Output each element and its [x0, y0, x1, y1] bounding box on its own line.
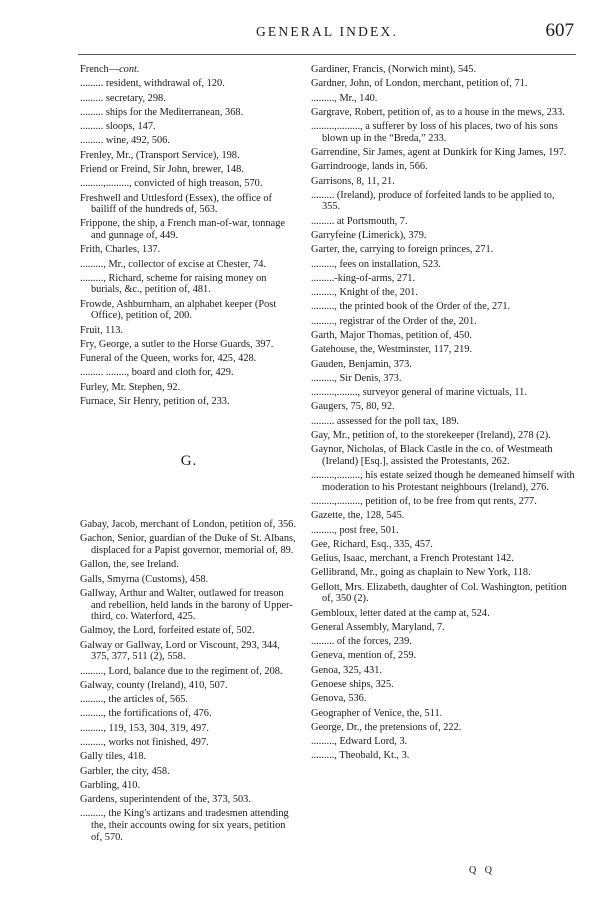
index-entry: Galway or Gallway, Lord or Viscount, 293, 344, 375, 377, 511 (2), 558.: [80, 639, 280, 663]
index-entry: Gellott, Mrs. Elizabeth, daughter of Col. Washington, petition of, 350 (2).: [311, 581, 567, 605]
index-entry: Gelius, Isaac, merchant, a French Protestant 142.: [311, 553, 514, 565]
index-entry: Gellibrand, Mr., going as chaplain to New York, 118.: [311, 567, 531, 579]
index-entry: Frenley, Mr., (Transport Service), 198.: [80, 149, 240, 161]
index-entry: Gallon, the, see Ireland.: [80, 559, 179, 571]
index-entry: Fruit, 113.: [80, 324, 124, 336]
page-header: [78, 20, 576, 44]
index-entry: ......... secretary, 298.: [80, 92, 166, 104]
index-entry: Garrisons, 8, 11, 21.: [311, 175, 395, 187]
index-entry: Frith, Charles, 137.: [80, 244, 161, 256]
signature-mark: Q Q: [469, 865, 495, 876]
index-entry: ........., registrar of the Order of the, 201.: [311, 315, 477, 327]
index-entry: ........., the fortifications of, 476.: [80, 708, 212, 720]
index-entry: ......... at Portsmouth, 7.: [311, 215, 408, 227]
index-entry: Garter, the, carrying to foreign princes, 271.: [311, 244, 494, 256]
index-entry: Gaynor, Nicholas, of Black Castle in the co. of Westmeath (Ireland) [Esq.], assisted the Protestants, 262.: [311, 444, 553, 467]
right-entries: [311, 64, 575, 762]
index-entry: Gazette, the, 128, 545.: [311, 510, 405, 522]
index-entry: .........,........., his estate seized though he demeaned himself with moderation to his Protestant neighbours (Ireland), 276.: [311, 470, 575, 493]
index-entry: Gembloux, letter dated at the camp at, 524.: [311, 607, 490, 619]
index-entry: ......... ........, board and cloth for, 429.: [80, 367, 234, 379]
index-entry: ........., fees on installation, 523.: [311, 258, 441, 270]
continued-heading-label: French—: [80, 64, 120, 75]
index-entry: .........,........, surveyor general of marine victuals, 11.: [311, 387, 527, 399]
index-entry: Friend or Freind, Sir John, brewer, 148.: [80, 163, 244, 175]
index-entry: Garrindrooge, lands in, 566.: [311, 161, 428, 173]
index-entry: ......... (Ireland), produce of forfeited lands to be applied to, 355.: [311, 189, 555, 213]
index-entry: Genova, 536.: [311, 693, 367, 705]
index-entry: ......... wine, 492, 506.: [80, 135, 170, 147]
running-head: GENERAL INDEX.: [255, 24, 399, 39]
index-entry: ........., Mr., 140.: [311, 92, 378, 104]
index-entry: Furley, Mr. Stephen, 92.: [80, 381, 181, 393]
index-entry: Fry, George, a sutler to the Horse Guards, 397.: [80, 338, 274, 350]
index-entry: .........,........., petition of, to be free from qut rents, 277.: [311, 495, 537, 507]
index-entry: Gabay, Jacob, merchant of London, petition of, 356.: [80, 519, 296, 531]
index-entry: Gallway, Arthur and Walter, outlawed for treason and rebellion, held lands in the barony of Upper-third, co. Waterford, 425.: [80, 587, 293, 623]
index-entry: Funeral of the Queen, works for, 425, 428.: [80, 353, 257, 365]
index-entry: Galls, Smyrna (Customs), 458.: [80, 573, 209, 585]
index-entry: Garryfeine (Limerick), 379.: [311, 230, 427, 241]
index-entry: Garbler, the city, 458.: [80, 765, 170, 777]
index-entry: .........-king-of-arms, 271.: [311, 272, 415, 284]
index-entry: ........., Mr., collector of excise at Chester, 74.: [80, 258, 267, 270]
index-entry: ......... resident, withdrawal of, 120.: [80, 78, 225, 90]
index-entry: Gardens, superintendent of the, 373, 503.: [80, 794, 251, 806]
index-entry: Geographer of Venice, the, 511.: [311, 707, 443, 719]
index-entry: Gardiner, Francis, (Norwich mint), 545.: [311, 64, 477, 75]
section-letter: G.: [180, 452, 198, 469]
index-entry: .........,........., convicted of high treason, 570.: [80, 178, 263, 190]
index-entry: Gauden, Benjamin, 373.: [311, 358, 412, 370]
index-entry: Frowde, Ashburnham, an alphabet keeper (Post Office), petition of, 200.: [80, 298, 277, 322]
index-entry: ......... sloops, 147.: [80, 121, 156, 133]
index-entry: ........., the King's artizans and tradesmen attending the, their accounts owing for six years, petition of, 570.: [80, 808, 289, 843]
header-rule: [78, 54, 576, 55]
index-entry: Gatehouse, the, Westminster, 117, 219.: [311, 344, 473, 356]
index-entry: Furnace, Sir Henry, petition of, 233.: [80, 396, 230, 407]
index-entry: Gargrave, Robert, petition of, as to a house in the mews, 233.: [311, 106, 565, 118]
index-entry: Gaugers, 75, 80, 92.: [311, 401, 395, 413]
index-entry: Garth, Major Thomas, petition of, 450.: [311, 329, 472, 341]
index-entry: Gachon, Senior, guardian of the Duke of St. Albans, displaced for a Papist governor, memorial of, 89.: [80, 533, 296, 557]
index-entry: Frippone, the ship, a French man-of-war, tonnage and gunnage of, 449.: [80, 218, 285, 241]
continued-heading: [80, 64, 298, 76]
index-entry: Geneva, mention of, 259.: [311, 650, 417, 662]
index-entry: ......... ships for the Mediterranean, 368.: [80, 106, 244, 118]
continued-suffix: cont.: [119, 64, 140, 75]
index-entry: Galway, county (Ireland), 410, 507.: [80, 679, 228, 691]
index-entry: ......... of the forces, 239.: [311, 636, 412, 648]
index-entry: Freshwell and Uttlesford (Essex), the office of bailiff of the hundreds of, 563.: [80, 192, 272, 216]
index-entry: Gee, Richard, Esq., 335, 457.: [311, 538, 433, 550]
index-entry: ........., post free, 501.: [311, 524, 399, 536]
index-entry: ........., the printed book of the Order of the, 271.: [311, 301, 511, 313]
index-entry: ........., the articles of, 565.: [80, 694, 189, 706]
index-entry: Garbling, 410.: [80, 779, 141, 791]
index-entry: ........., Theobald, Kt., 3.: [311, 750, 410, 762]
index-entry: George, Dr., the pretensions of, 222.: [311, 721, 462, 733]
index-entry: ........., works not finished, 497.: [80, 736, 209, 748]
index-entry: General Assembly, Maryland, 7.: [311, 621, 445, 633]
left-entries-before-letter: [80, 78, 298, 407]
index-entry: Gay, Mr., petition of, to the storekeeper (Ireland), 278 (2).: [311, 429, 551, 441]
index-entry: ........., 119, 153, 304, 319, 497.: [80, 722, 209, 734]
index-entry: ......... assessed for the poll tax, 189.: [311, 415, 459, 427]
page-number: 607: [545, 20, 574, 41]
index-entry: ........., Richard, scheme for raising money on burials, &c., petition of, 481.: [80, 272, 267, 296]
index-entry: ........., Edward Lord, 3.: [311, 736, 408, 748]
left-entries-after-letter: [80, 519, 298, 843]
index-entry: Genoese ships, 325.: [311, 678, 394, 690]
index-entry: Genoa, 325, 431.: [311, 664, 382, 676]
index-entry: ........., Knight of the, 201.: [311, 287, 418, 299]
index-entry: .........,........., a sufferer by loss of his places, two of his sons blown up in the “Breda,” 233.: [311, 121, 558, 144]
index-entry: Gally tiles, 418.: [80, 751, 147, 763]
index-entry: ........., Lord, balance due to the regiment of, 208.: [80, 665, 283, 677]
index-entry: Galmoy, the Lord, forfeited estate of, 502.: [80, 625, 255, 637]
index-entry: Garrendine, Sir James, agent at Dunkirk for King James, 197.: [311, 147, 567, 158]
right-column: [311, 64, 575, 765]
index-entry: Gardner, John, of London, merchant, petition of, 71.: [311, 78, 528, 90]
index-entry: ........., Sir Denis, 373.: [311, 372, 402, 384]
left-column: [80, 64, 298, 846]
